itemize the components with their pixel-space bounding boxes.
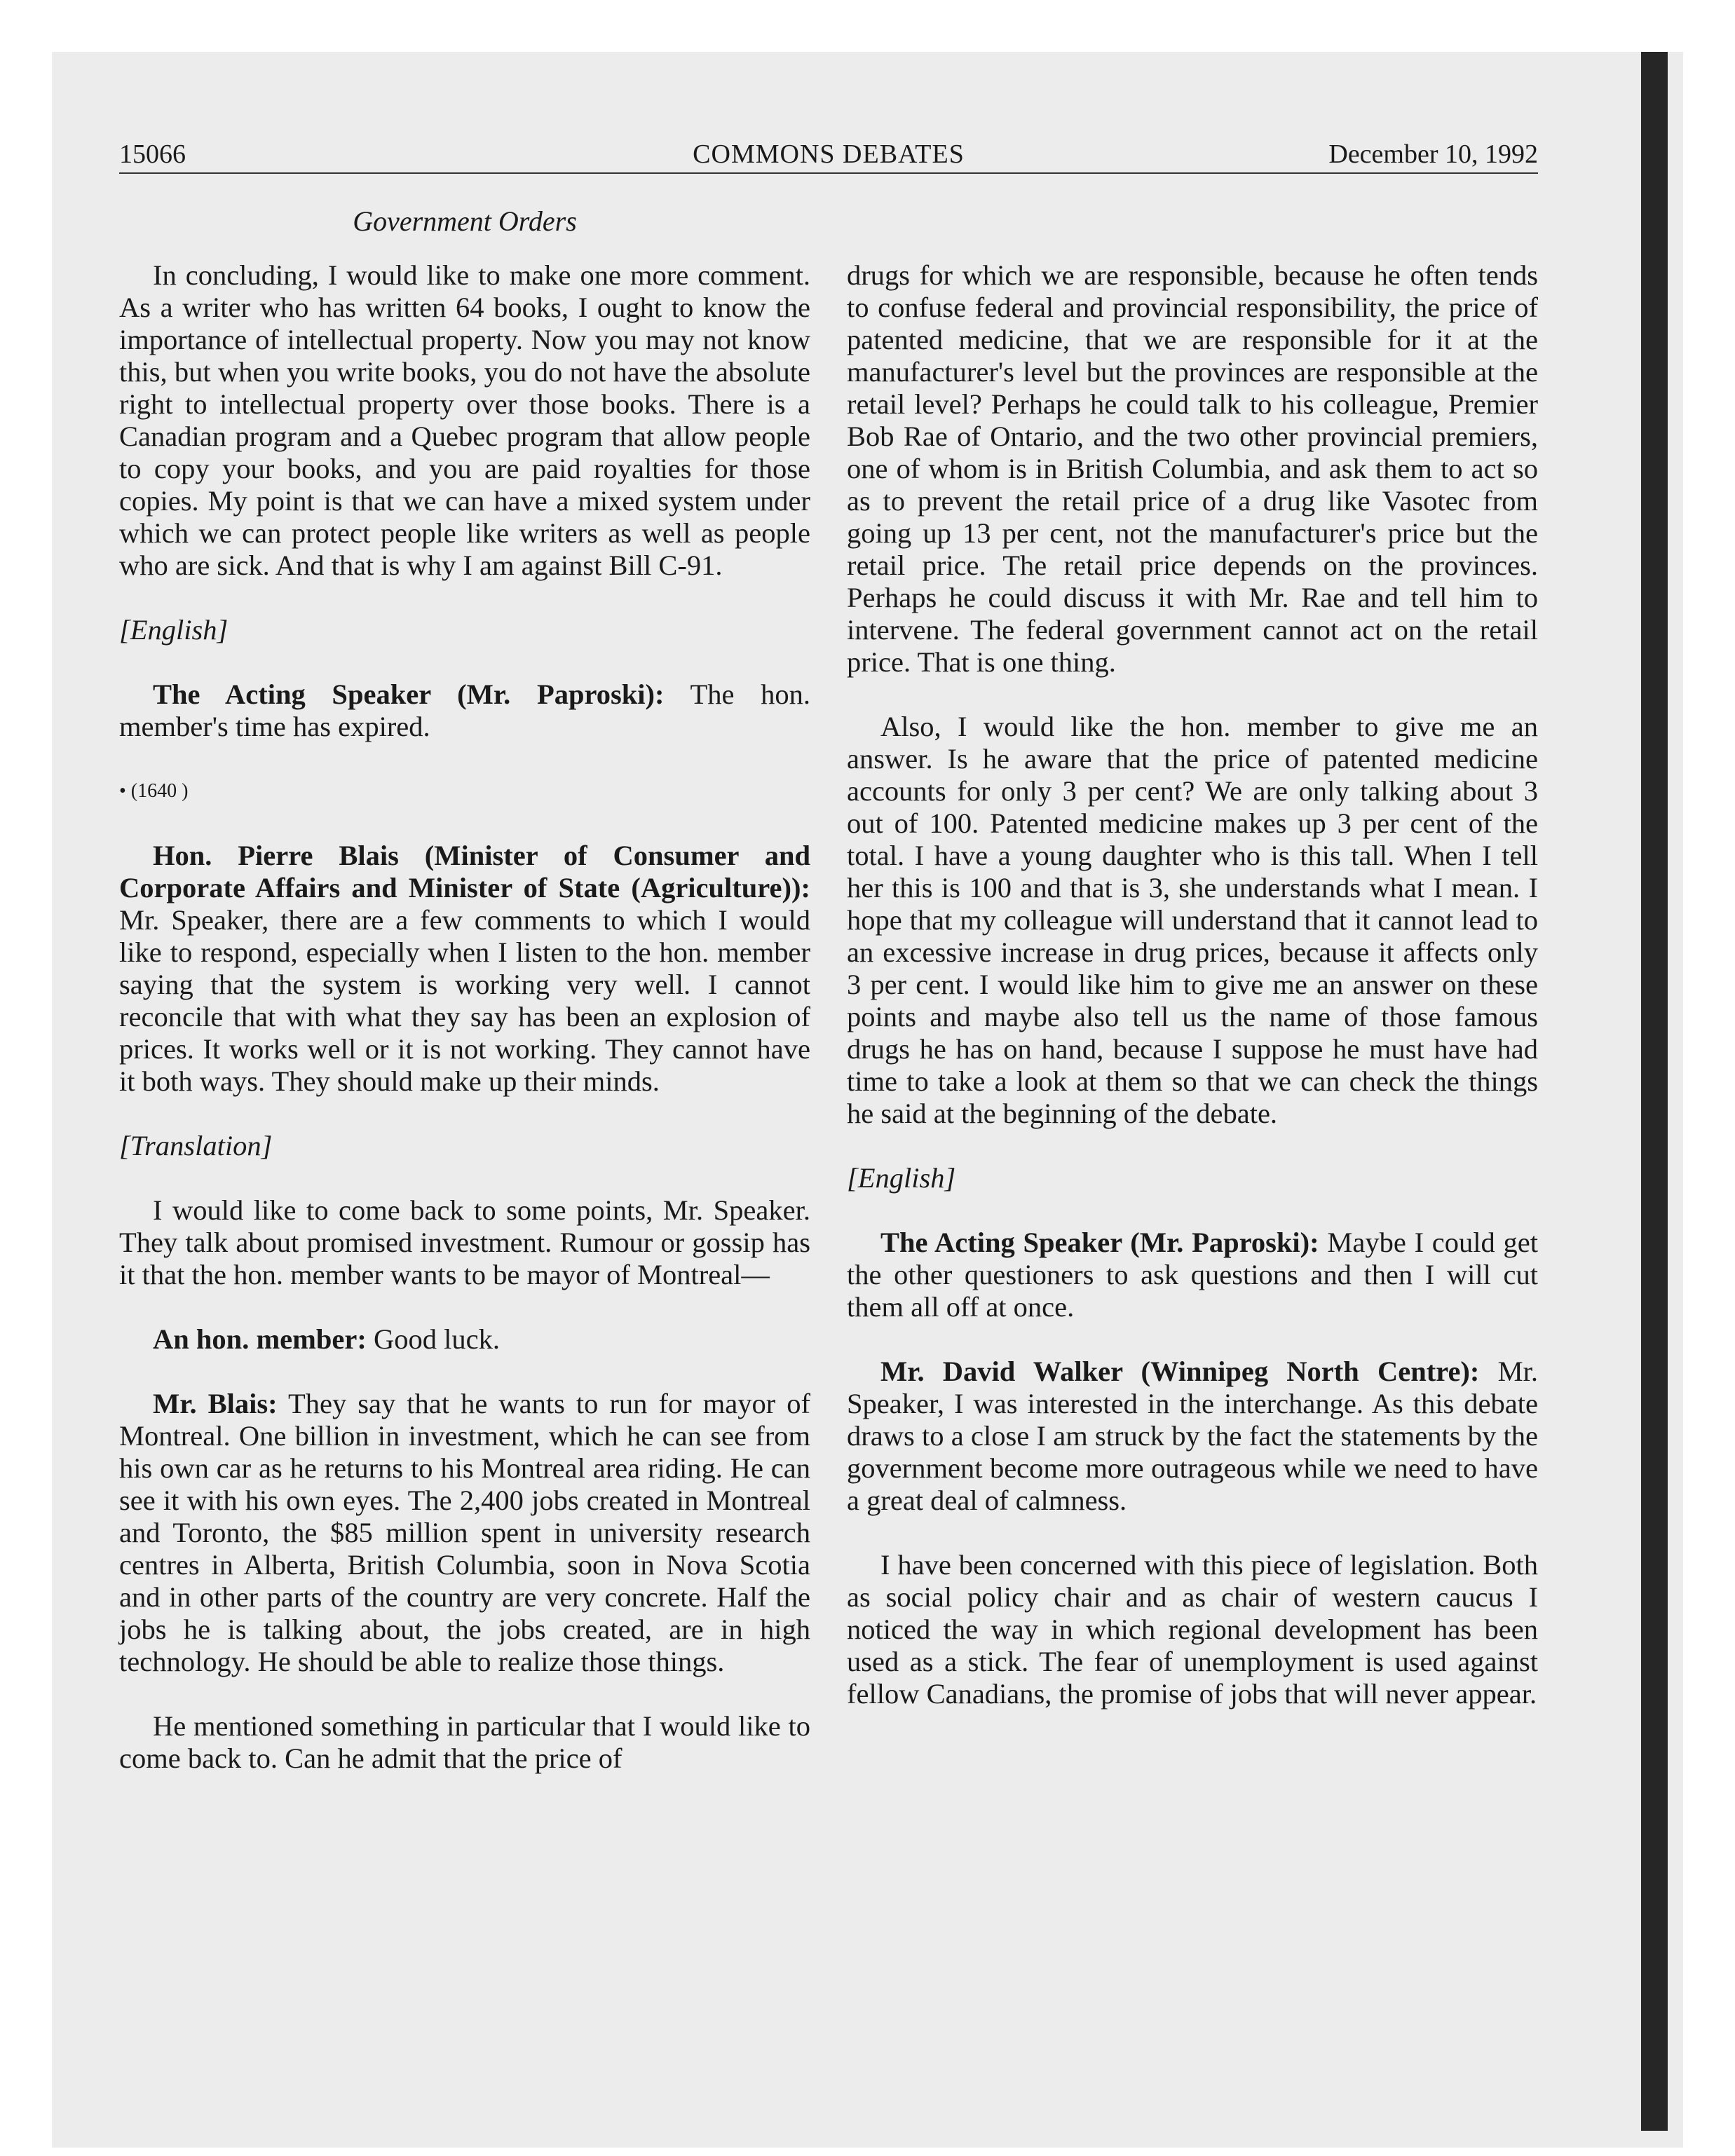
speech-text: Good luck. xyxy=(366,1323,500,1355)
header-rule xyxy=(119,172,1538,174)
speaker-name: The Acting Speaker (Mr. Paproski): xyxy=(153,678,665,710)
binding-edge xyxy=(1641,52,1668,2131)
speech-text: The hon. member's time has expired. xyxy=(119,678,811,742)
paragraph: Also, I would like the hon. member to give me an answer. Is he aware that the price of patented medicine accounts for only 3 per cent? We are only talking about 3 out of 100. Patented medicine makes up 3 per cent of the total. I have a young daughter who is this tall. When I tell her this is 100 and that is 3, she understands what I mean. I hope that my colleague will understand that it cannot lead to an excessive increase in drug prices, because it affects only 3 per cent. I would like him to give me an answer on these points and maybe also tell us the name of those famous drugs he has on hand, because I suppose he must have had time to take a look at them so that we can check the things he said at the beginning of the debate. xyxy=(847,711,1538,1129)
paragraph xyxy=(119,840,810,1098)
language-tag: [Translation] xyxy=(119,1130,273,1161)
language-tag: [English] xyxy=(847,1162,956,1194)
publication-title: COMMONS DEBATES xyxy=(693,139,965,169)
speech-text: Mr. Speaker, there are a few comments to which I would like to respond, especially when I listen to the hon. member saying that the system is working very well. I cannot reconcile that with what they say has been an explosion of prices. It works well or it is not working. They cannot have it both ways. They should make up their minds. xyxy=(119,904,810,1097)
paragraph xyxy=(847,1227,1538,1323)
paragraph: I have been concerned with this piece of legislation. Both as social policy chair and as chair of western caucus I noticed the way in which regional development has been used as a stick. The fear of unemployment is used against fellow Canadians, the promise of jobs that will never appear. xyxy=(847,1549,1538,1710)
paragraph: I would like to come back to some points, Mr. Speaker. They talk about promised investment. Rumour or gossip has it that the hon. member wants to be mayor of Montreal— xyxy=(119,1194,810,1290)
paragraph xyxy=(119,678,810,743)
paragraph xyxy=(119,1388,810,1678)
speech-text: They say that he wants to run for mayor of Montreal. One billion in investment, which he can see from his own car as he returns to his Montreal area riding. He can see it with his own eyes. The 2,400 jobs created in Montreal and Toronto, the $85 million spent in university research centres in Alberta, British Columbia, soon in Nova Scotia and in other parts of the country are very concrete. Half the jobs he is talking about, the jobs created, are in high technology. He should be able to realize those things. xyxy=(119,1388,811,1677)
paragraph: In concluding, I would like to make one more comment. As a writer who has written 64 books, I ought to know the importance of intellectual property. Now you may not know this, but when you write books, you do not have the absolute right to intellectual property over those books. There is a Canadian program and a Quebec program that allow people to copy your books, and you are paid royalties for those copies. My point is that we can have a mixed system under which we can protect people like writers as well as people who are sick. And that is why I am against Bill C-91. xyxy=(119,259,810,581)
left-column xyxy=(119,259,810,1807)
paragraph: He mentioned something in particular that I would like to come back to. Can he admit that the price of xyxy=(119,1710,810,1774)
speech-text: Mr. Speaker, I was interested in the interchange. As this debate draws to a close I am struck by the fact the statements by the government become more outrageous while we need to have a great deal of calmness. xyxy=(847,1356,1538,1516)
paragraph: drugs for which we are responsible, because he often tends to confuse federal and provincial responsibility, the price of patented medicine, that we are responsible for it at the manufacturer's level but the provinces are responsible at the retail level? Perhaps he could talk to his colleague, Premier Bob Rae of Ontario, and the two other provincial premiers, one of whom is in British Columbia, and ask them to act so as to prevent the retail price of a drug like Vasotec from going up 13 per cent, not the manufacturer's price but the retail price. The retail price depends on the provinces. Perhaps he could discuss it with Mr. Rae and tell him to intervene. The federal government cannot act on the retail price. That is one thing. xyxy=(847,259,1538,678)
speaker-name: Mr. David Walker (Winnipeg North Centre): xyxy=(880,1356,1480,1387)
page-number: 15066 xyxy=(119,139,186,169)
speaker-name: The Acting Speaker (Mr. Paproski): xyxy=(880,1227,1319,1258)
paragraph xyxy=(847,1356,1538,1517)
page-header xyxy=(119,135,1538,174)
right-column xyxy=(847,259,1538,1742)
speaker-name: Mr. Blais: xyxy=(153,1388,278,1419)
speaker-name: An hon. member: xyxy=(153,1323,367,1355)
paragraph xyxy=(119,1323,810,1356)
timestamp: • (1640 ) xyxy=(119,780,189,802)
speaker-name: Hon. Pierre Blais (Minister of Consumer and Corporate Affairs and Minister of State (Agriculture)): xyxy=(119,840,810,903)
page-date: December 10, 1992 xyxy=(1328,139,1538,169)
speech-text: Maybe I could get the other questioners to ask questions and then I will cut them all off at once. xyxy=(847,1227,1538,1323)
section-title: Government Orders xyxy=(353,205,577,237)
language-tag: [English] xyxy=(119,614,229,646)
